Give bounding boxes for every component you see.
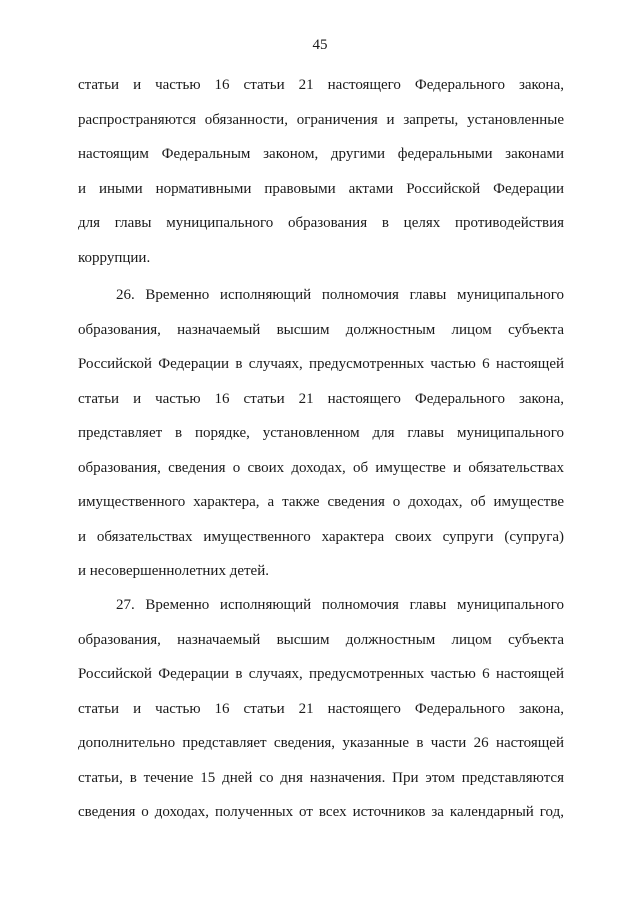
text-line: Российской Федерации в случаях, предусмотренных частью 6 настоящей [78,356,564,372]
text-line: и иными нормативными правовыми актами Российской Федерации [78,180,564,197]
text-line: статьи, в течение 15 дней со дня назначения. При этом представляются [78,769,564,786]
text-line: образования, назначаемый высшим должностным лицом субъекта [78,321,564,338]
text-line: Российской Федерации в случаях, предусмотренных частью 6 настоящей [78,666,564,682]
text-line: и обязательствах имущественного характера своих супруги (супруга) [78,528,564,545]
text-line: представляет в порядке, установленном для главы муниципального [78,425,564,441]
text-line: статьи и частью 16 статьи 21 настоящего Федерального закона, [78,390,564,407]
paragraph-continuation [78,68,564,275]
text-line: распространяются обязанности, ограничения и запреты, установленные [78,111,564,128]
paragraph-26 [78,278,564,589]
text-line: 27. Временно исполняющий полномочия главы муниципального [116,597,564,613]
text-line: статьи и частью 16 статьи 21 настоящего Федерального закона, [78,700,564,717]
text-line: и несовершеннолетних детей. [78,563,269,579]
paragraph-27 [78,588,564,830]
text-line: настоящим Федеральным законом, другими федеральными законами [78,146,564,162]
text-line: 26. Временно исполняющий полномочия главы муниципального [116,287,564,303]
text-line: имущественного характера, а также сведения о доходах, об имуществе [78,494,564,510]
text-line: для главы муниципального образования в целях противодействия [78,215,564,231]
text-line: образования, сведения о своих доходах, об имуществе и обязательствах [78,459,564,476]
text-line: статьи и частью 16 статьи 21 настоящего Федерального закона, [78,77,564,93]
text-line: сведения о доходах, полученных от всех источников за календарный год, [78,804,564,820]
text-line: коррупции. [78,249,151,266]
text-line: образования, назначаемый высшим должностным лицом субъекта [78,631,564,648]
page-number: 45 [312,37,328,53]
text-line: дополнительно представляет сведения, указанные в части 26 настоящей [78,735,564,751]
